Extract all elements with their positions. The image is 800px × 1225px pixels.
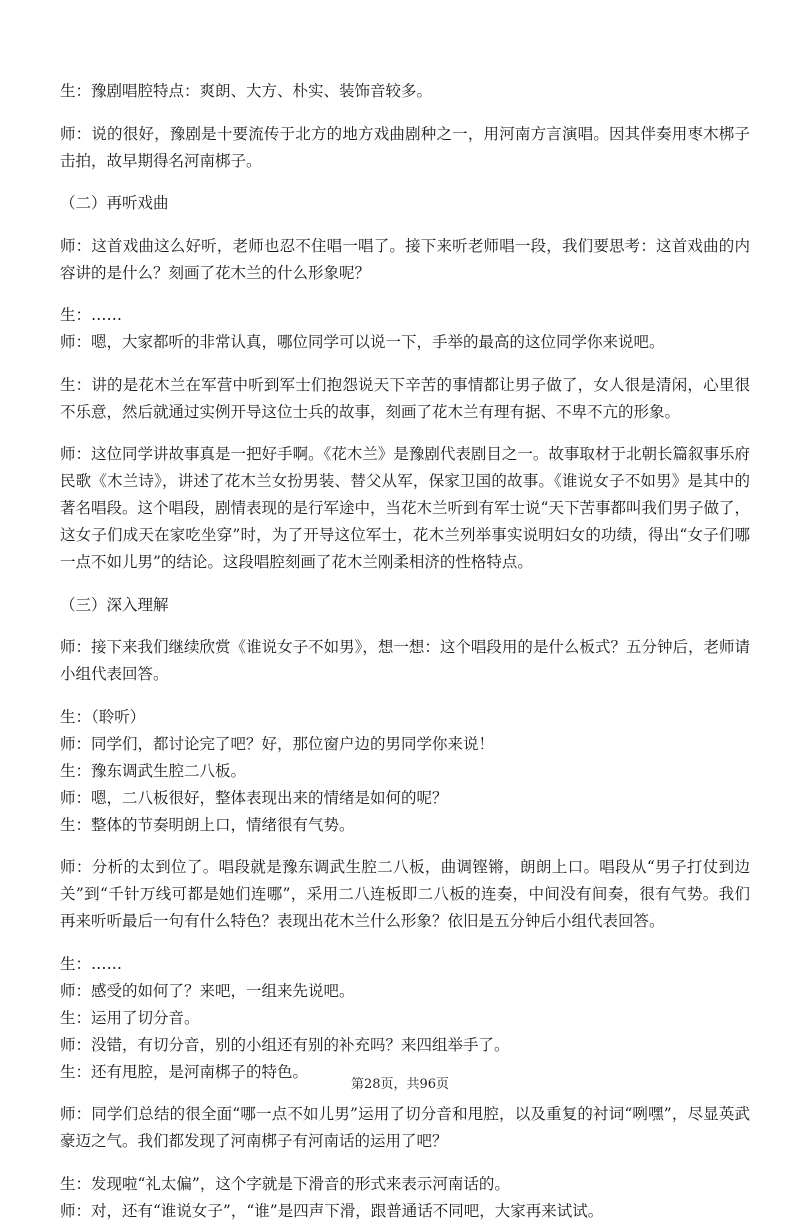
text-paragraph: 师：同学们总结的很全面“哪一点不如儿男”运用了切分音和甩腔，以及重复的衬词“咧嘿”，尽显英武豪迈之气。我们都发现了河南梆子有河南话的运用了吧？	[60, 1105, 750, 1150]
text-line: 生：……	[60, 954, 123, 973]
text-line: 师：没错，有切分音，别的小组还有别的补充吗？来四组举手了。	[60, 1035, 510, 1054]
page-number-footer: 第28页，共96页	[350, 1077, 450, 1092]
text-line: 生：（聆听）	[60, 707, 146, 726]
text-line: 生：豫东调武生腔二八板。	[60, 761, 247, 780]
text-line: 师：同学们，都讨论完了吧？好，那位窗户边的男同学你来说！	[60, 734, 495, 753]
document-body	[60, 78, 750, 1225]
text-line: 师：对，还有“谁说女子”，“谁”是四声下滑，跟普通话不同吧，大家再来试试。	[60, 1201, 604, 1220]
text-line: 师：嗯，二八板很好，整体表现出来的情绪是如何的呢？	[60, 788, 448, 807]
section-heading: （二）再听戏曲	[60, 194, 169, 212]
text-line: 生：豫剧唱腔特点：爽朗、大方、朴实、装饰音较多。	[60, 82, 433, 100]
text-paragraph: 师：说的很好，豫剧是十要流传于北方的地方戏曲剧种之一，用河南方言演唱。因其伴奏用枣木梆子击拍，故早期得名河南梆子。	[60, 124, 750, 170]
text-paragraph: 师：这位同学讲故事真是一把好手啊。《花木兰》是豫剧代表剧目之一。故事取材于北朝长篇叙事乐府民歌《木兰诗》，讲述了花木兰女扮男装、替父从军，保家卫国的故事。《谁说女子不如男》是其中的著名唱段。这个唱段，剧情表现的是行军途中，当花木兰听到有军士说“天下苦事都叫我们男子做了，这女子们成天在家吃坐穿”时，为了开导这位军士，花木兰列举事实说明妇女的功绩，得出“女子们哪一点不如儿男”的结论。这段唱腔刻画了花木兰刚柔相济的性格特点。	[60, 445, 750, 571]
text-paragraph: 生：讲的是花木兰在军营中听到军士们抱怨说天下辛苦的事情都让男子做了，女人很是清闲，心里很不乐意，然后就通过实例开导这位士兵的故事，刻画了花木兰有理有据、不卑不亢的形象。	[60, 375, 750, 421]
text-line: 生：……	[60, 306, 123, 324]
text-paragraph: 师：接下来我们继续欣赏《谁说女子不如男》，想一想：这个唱段用的是什么板式？五分钟后，老师请小组代表回答。	[60, 638, 750, 683]
text-line: 生：还有甩腔，是河南梆子的特色。	[60, 1062, 309, 1081]
section-heading: （三）深入理解	[60, 595, 169, 614]
text-line: 生：运用了切分音。	[60, 1008, 200, 1027]
text-paragraph: 师：分析的太到位了。唱段就是豫东调武生腔二八板，曲调铿锵，朗朗上口。唱段从“男子打仗到边关”到“千针万线可都是她们连哪”，采用二八连板即二八板的连奏，中间没有间奏，很有气势。我们再来听听最后一句有什么特色？表现出花木兰什么形象？依旧是五分钟后小组代表回答。	[60, 858, 750, 930]
text-line: 师：嗯，大家都听的非常认真，哪位同学可以说一下，手举的最高的这位同学你来说吧。	[60, 333, 665, 351]
text-line: 生：整体的节奏明朗上口，情绪很有气势。	[60, 815, 355, 834]
text-line: 师：感受的如何了？来吧，一组来先说吧。	[60, 981, 355, 1000]
text-paragraph: 师：这首戏曲这么好听，老师也忍不住唱一唱了。接下来听老师唱一段，我们要思考：这首戏曲的内容讲的是什么？刻画了花木兰的什么形象呢？	[60, 236, 750, 282]
text-line: 生：发现啦“礼太偏”，这个字就是下滑音的形式来表示河南话的。	[60, 1174, 510, 1193]
